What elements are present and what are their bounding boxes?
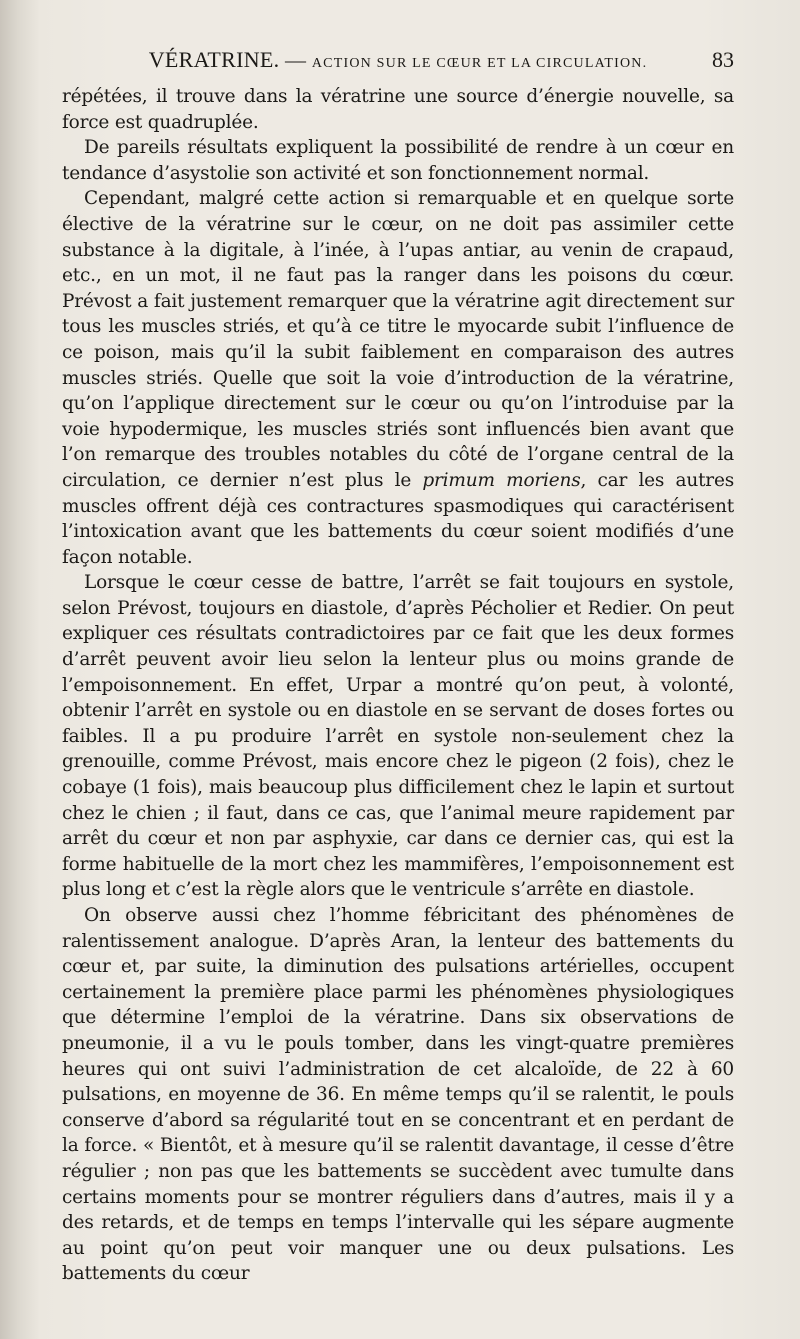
paragraph-5: On observe aussi chez l’homme fébricitant des phénomènes de ralentissement analogue. D’après Aran, la lenteur des battements du cœur et, par suite, la diminution des pulsations artérielles, occupent certainement la première place parmi les phénomènes physiologiques que détermine l’emploi de la vératrine. Dans six observations de pneumonie, il a vu le pouls tomber, dans les vingt-quatre premières heures qui ont suivi l’administration de cet alcaloïde, de 22 à 60 pulsations, en moyenne de 36. En même temps qu’il se ralentit, le pouls conserve d’abord sa régularité tout en se concentrant et en perdant de la force. « Bientôt, et à mesure qu’il se ralentit davantage, il cesse d’être régulier ; non pas que les battements se succèdent avec tumulte dans certains moments pour se montrer réguliers dans d’autres, mais il y a des retards, et de temps en temps l’intervalle qui les sépare augmente au point qu’on peut voir manquer une ou deux pulsations. Les battements du cœur [62, 905, 734, 1285]
paragraph-2: De pareils résultats expliquent la possibilité de rendre à un cœur en tendance d’asystolie son activité et son fonctionnement normal. [62, 137, 734, 184]
page-number: 83 [712, 47, 734, 72]
body-text [62, 84, 734, 1287]
running-head-sub: ACTION SUR LE CŒUR ET LA CIRCULATION. [311, 56, 648, 71]
page-header [62, 44, 734, 76]
paragraph-3-part-1: Cependant, malgré cette action si remarquable et en quelque sorte élective de la vératrine sur le cœur, on ne doit pas assimiler cette substance à la digitale, à l’inée, à l’upas antiar, au venin de crapaud, etc., en un mot, il ne faut pas la ranger dans les poisons du cœur. Prévost a fait justement remarquer que la vératrine agit directement sur tous les muscles striés, et qu’à ce titre le myocarde subit l’influence de ce poison, mais qu’il la subit faiblement en comparaison des autres muscles striés. Quelle que soit la voie d’introduction de la vératrine, qu’on l’applique directement sur le cœur ou qu’on l’introduise par la voie hypodermique, les muscles striés sont influencés bien avant que l’on remarque des troubles notables du côté de l’organe central de la circulation, ce dernier n’est plus le [62, 188, 734, 491]
running-head-main: VÉRATRINE. [148, 47, 280, 72]
running-head-separator: — [284, 48, 307, 72]
italic-term: primum moriens [422, 469, 581, 491]
paragraph-3 [62, 186, 734, 570]
paragraph-3-part-2: , car les autres muscles offrent déjà ces contractures spasmodiques qui caractérisent l’intoxication avant que les battements du cœur soient modifiés d’une façon notable. [62, 469, 734, 568]
running-head [62, 47, 694, 73]
paragraph-1: répétées, il trouve dans la vératrine une source d’énergie nouvelle, sa force est quadruplée. [62, 86, 734, 133]
paragraph-4: Lorsque le cœur cesse de battre, l’arrêt se fait toujours en systole, selon Prévost, toujours en diastole, d’après Pécholier et Redier. On peut expliquer ces résultats contradictoires par ce fait que les deux formes d’arrêt peuvent avoir lieu selon la lenteur plus ou moins grande de l’empoisonnement. En effet, Urpar a montré qu’on peut, à volonté, obtenir l’arrêt en systole ou en diastole en se servant de doses fortes ou faibles. Il a pu produire l’arrêt en systole non-seulement chez la grenouille, comme Prévost, mais encore chez le pigeon (2 fois), chez le cobaye (1 fois), mais beaucoup plus difficilement chez le lapin et surtout chez le chien ; il faut, dans ce cas, que l’animal meure rapidement par arrêt du cœur et non par asphyxie, car dans ce dernier cas, qui est la forme habituelle de la mort chez les mammifères, l’empoisonnement est plus long et c’est la règle alors que le ventricule s’arrête en diastole. [62, 572, 734, 901]
